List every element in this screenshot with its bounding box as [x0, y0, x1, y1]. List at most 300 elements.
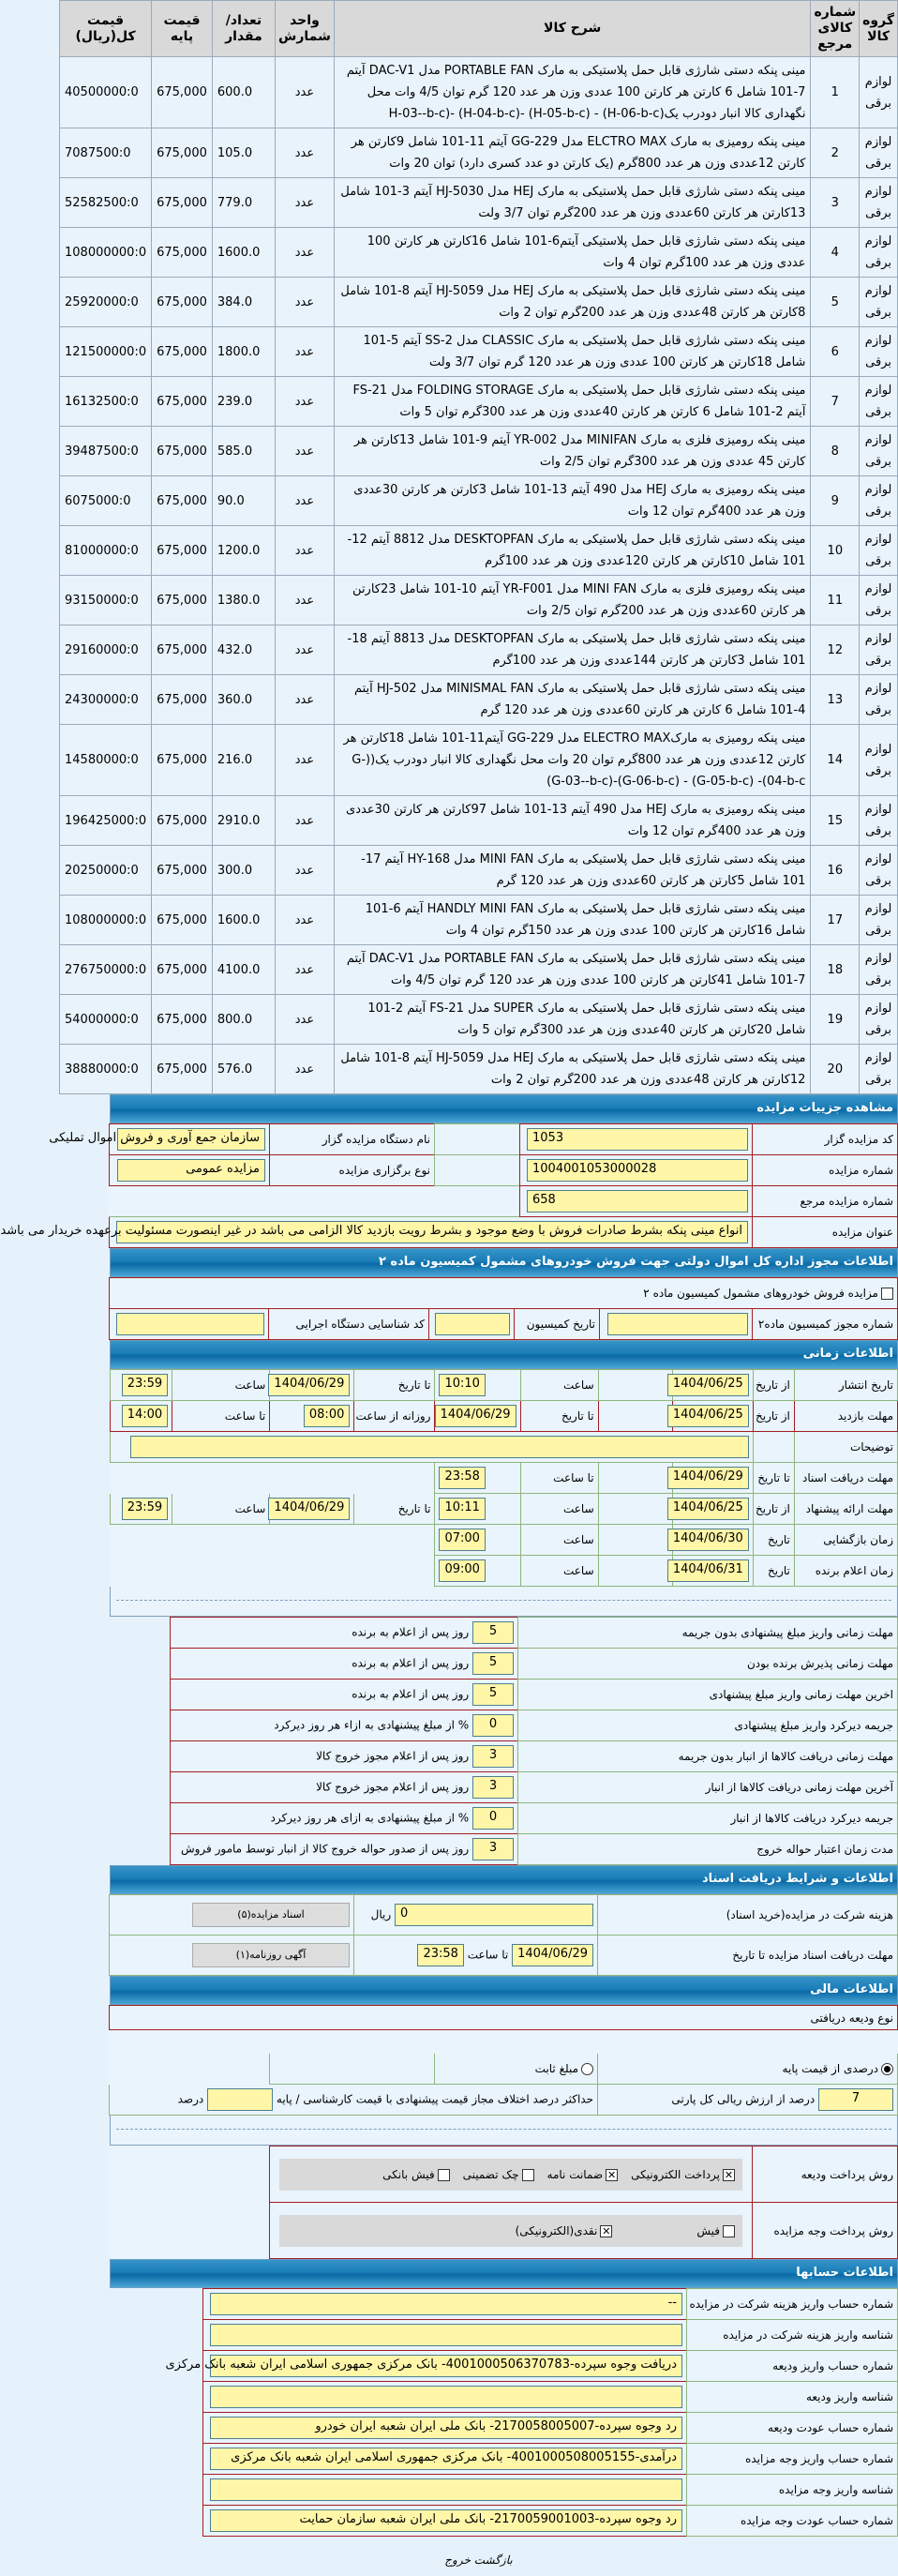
term-suffix: روز پس از اعلام به برنده [352, 1625, 470, 1639]
cell-group: لوازم برقی [860, 576, 898, 625]
doc-deadline-time[interactable]: 23:58 [417, 1944, 463, 1966]
offer-to-field[interactable]: 1404/06/29 [268, 1498, 350, 1520]
cell-ref-no: 8 [811, 427, 860, 476]
cell-unit: عدد [276, 945, 335, 995]
payment-grid [109, 2146, 898, 2259]
table-row [60, 796, 898, 846]
hour-label: ساعت [520, 1370, 598, 1401]
type-field[interactable]: مزایده عمومی [117, 1159, 265, 1182]
code-field[interactable]: 1053 [527, 1128, 748, 1151]
term-suffix: % از مبلغ پیشنهادی به ازاء هر روز دیرکرد [274, 1718, 470, 1732]
cell-base-price: 675,000 [152, 128, 213, 178]
payment-method-label: روش پرداخت وجه مزایده [753, 2203, 898, 2259]
visit-hour-from[interactable]: 08:00 [304, 1405, 350, 1427]
cell-group: لوازم برقی [860, 945, 898, 995]
table-row [60, 476, 898, 526]
header-unit: واحد شمارش [276, 1, 335, 57]
term-value[interactable]: 5 [472, 1621, 514, 1644]
cell-group: لوازم برقی [860, 228, 898, 278]
cell-quantity: 2910.0 [212, 796, 275, 846]
currency-label: ریال [370, 1907, 392, 1921]
unchecked-checkbox[interactable] [438, 2169, 450, 2181]
publish-to-field[interactable]: 1404/06/29 [268, 1374, 350, 1396]
header-base-price: قیمت پایه [152, 1, 213, 57]
term-suffix: % از مبلغ پیشنهادی به ازای هر روز دیرکرد [270, 1811, 470, 1825]
cell-ref-no: 18 [811, 945, 860, 995]
account-field[interactable]: رد وجوه سپرده-2170058005007- بانک ملی ایران شعبه ایران خودرو [210, 2417, 682, 2439]
fee-label: هزینه شرکت در مزایده(خرید اسناد) [598, 1895, 898, 1936]
cell-base-price: 675,000 [152, 896, 213, 945]
table-row [60, 1045, 898, 1094]
doc-deadline-label: مهلت دریافت اسناد مزایده [768, 1949, 893, 1962]
cell-quantity: 1600.0 [212, 896, 275, 945]
percent-radio-label: درصدی از قیمت پایه [782, 2062, 878, 2075]
account-row [203, 2320, 898, 2351]
account-row [203, 2475, 898, 2506]
table-row [60, 945, 898, 995]
offer-from-field[interactable]: 1404/06/25 [667, 1498, 749, 1520]
to-date-label: تا تاریخ [354, 1370, 435, 1401]
commission-checkbox-label: مزایده فروش خودروهای مشمول کمیسیون ماده ۲ [643, 1287, 878, 1300]
cell-unit: عدد [276, 576, 335, 625]
cell-base-price: 675,000 [152, 576, 213, 625]
to-date-label: تا تاریخ [520, 1401, 598, 1432]
cell-description: مینی پنکه دستی شارژی قابل حمل پلاستیکی به مارک MINI FAN مدل HY-168 آیتم 17-101 شامل 5کارتن هر کارتن 60عددی وزن هر عدد 120 گرم [334, 846, 811, 896]
publish-to-time[interactable]: 23:59 [122, 1374, 168, 1396]
cell-quantity: 300.0 [212, 846, 275, 896]
percent-suffix: درصد از ارزش ریالی کل پارتی [671, 2092, 816, 2106]
cell-ref-no: 9 [811, 476, 860, 526]
cell-total-price: 39487500:0 [60, 427, 152, 476]
account-row [203, 2382, 898, 2413]
documents-header: اطلاعات و شرایط دریافت اسناد [110, 1865, 898, 1894]
cell-quantity: 800.0 [212, 995, 275, 1045]
date-label: تاریخ [753, 1556, 794, 1587]
notes-field[interactable] [130, 1436, 749, 1458]
org-field[interactable]: سازمان جمع آوری و فروش اموال تملیکی [117, 1128, 265, 1151]
method-label: نقدی(الکترونیکی) [515, 2223, 598, 2237]
offer-label: مهلت ارائه پیشنهاد [794, 1494, 897, 1525]
term-label: جریمه دیرکرد واریز مبلغ پیشنهادی [518, 1710, 898, 1741]
account-row [203, 2444, 898, 2475]
cell-total-price: 7087500:0 [60, 128, 152, 178]
table-row [60, 675, 898, 725]
visit-to-field[interactable]: 1404/06/29 [435, 1405, 516, 1427]
cell-description: مینی پنکه دستی شارژی قابل حمل پلاستیکی به مارک PORTABLE FAN مدل DAC-V1 آیتم 7-101 شامل 6 کارتن هر کارتن 100 عددی وزن هر عدد 120 گرم توان 4/5 وات محل نگهداری کالا انبار دودرب یک(H-06-b-c) - (H-05-b-c) -(H-04-b-c) -(H-03--b-c [334, 57, 811, 128]
commission-date-label: تاریخ کمیسیون [515, 1309, 600, 1340]
account-field[interactable] [210, 2386, 682, 2408]
winner-time-field[interactable]: 09:00 [439, 1559, 485, 1582]
term-label: اخرین مهلت زمانی واریز مبلغ پیشنهادی [518, 1680, 898, 1710]
opening-time-field[interactable]: 07:00 [439, 1529, 485, 1551]
account-label: شماره حساب عودت ودیعه [687, 2413, 898, 2444]
financial-header: اطلاعات مالی [110, 1976, 898, 2005]
cell-ref-no: 3 [811, 178, 860, 228]
winner-date-field[interactable]: 1404/06/31 [667, 1559, 749, 1582]
cell-ref-no: 19 [811, 995, 860, 1045]
term-suffix: روز پس از صدور حواله خروج کالا از انبار توسط مامور فروش [180, 1842, 470, 1856]
cell-group: لوازم برقی [860, 57, 898, 128]
cell-group: لوازم برقی [860, 725, 898, 796]
cell-total-price: 14580000:0 [60, 725, 152, 796]
cell-group: لوازم برقی [860, 178, 898, 228]
term-row [171, 1803, 898, 1834]
cell-ref-no: 12 [811, 625, 860, 675]
commission-header: اطلاعات مجوز اداره کل اموال دولتی جهت فروش خودروهای مشمول کمیسیون ماده ۲ [110, 1248, 898, 1277]
cell-group: لوازم برقی [860, 846, 898, 896]
cell-base-price: 675,000 [152, 796, 213, 846]
term-value[interactable]: 3 [472, 1776, 514, 1799]
term-value[interactable]: 5 [472, 1683, 514, 1706]
cell-description: مینی پنکه دستی شارژی قابل حمل پلاستیکی به مارک DESKTOPFAN مدل 8813 آیتم 18-101 شامل 3کارتن هر کارتن 144عددی وزن هر عدد 100گرم [334, 625, 811, 675]
cell-base-price: 675,000 [152, 995, 213, 1045]
from-date-label: از تاریخ [753, 1401, 794, 1432]
items-table [59, 0, 898, 1094]
daily-from-label: روزانه از ساعت [354, 1401, 435, 1432]
to-hour-label: تا ساعت [520, 1463, 598, 1494]
cell-description: مینی پنکه دستی شارژی قابل حمل پلاستیکی به مارک HEJ مدل HJ-5059 آیتم 8-101 شامل 8کارتن هر کارتن 48عددی وزن هر عدد 200گرم توان 2 وات [334, 278, 811, 327]
timing-header: اطلاعات زمانی [110, 1340, 898, 1369]
publish-from-time[interactable]: 10:10 [439, 1374, 485, 1396]
fee-field[interactable]: 0 [395, 1904, 593, 1926]
term-label: مهلت زمانی واریز مبلغ پیشنهادی بدون جریمه [518, 1618, 898, 1649]
method-label: فیش بانکی [382, 2167, 435, 2181]
cell-quantity: 1800.0 [212, 327, 275, 377]
cell-total-price: 24300000:0 [60, 675, 152, 725]
cell-total-price: 6075000:0 [60, 476, 152, 526]
table-row [60, 327, 898, 377]
opening-date-field[interactable]: 1404/06/30 [667, 1529, 749, 1551]
cell-base-price: 675,000 [152, 228, 213, 278]
term-suffix: روز پس از اعلام مجوز خروج کالا [316, 1780, 470, 1794]
max-diff-field[interactable] [207, 2088, 273, 2111]
checked-checkbox[interactable]: ✕ [724, 2168, 734, 2181]
offer-from-time[interactable]: 10:11 [439, 1498, 485, 1520]
hour-label: ساعت [520, 1525, 598, 1556]
cell-unit: عدد [276, 178, 335, 228]
account-field[interactable] [210, 2324, 682, 2346]
cell-base-price: 675,000 [152, 725, 213, 796]
cell-total-price: 40500000:0 [60, 57, 152, 128]
number-label: شماره مزایده [753, 1155, 898, 1186]
cell-base-price: 675,000 [152, 377, 213, 427]
opening-label: زمان بازگشایی [794, 1525, 897, 1556]
auction-details-panel [0, 1094, 898, 2537]
cell-base-price: 675,000 [152, 476, 213, 526]
cell-total-price: 108000000:0 [60, 228, 152, 278]
account-label: شناسه واریز وجه مزایده [687, 2475, 898, 2506]
checked-checkbox[interactable]: ✕ [602, 2224, 611, 2237]
cell-ref-no: 17 [811, 896, 860, 945]
subject-field[interactable]: انواع مینی پنکه بشرط صادرات فروش با وضع موجود و بشرط رویت بازدید کالا الزامی می باشد در غیر اینصورت مسئولیت برعهده خریدار می باشد [116, 1221, 748, 1243]
cell-unit: عدد [276, 675, 335, 725]
term-label: مهلت زمانی پذیرش برنده بودن [518, 1649, 898, 1680]
header-ref-no: شماره کالای مرجع [811, 1, 860, 57]
term-label: مهلت زمانی دریافت کالاها از انبار بدون جریمه [518, 1741, 898, 1772]
cell-ref-no: 11 [811, 576, 860, 625]
percent-field[interactable]: 7 [818, 2088, 893, 2111]
term-value[interactable]: 3 [472, 1745, 514, 1768]
type-label: نوع برگزاری مزایده [270, 1155, 435, 1186]
cell-total-price: 196425000:0 [60, 796, 152, 846]
cell-base-price: 675,000 [152, 945, 213, 995]
cell-description: مینی پنکه رومیزی به مارک HEJ مدل 490 آیتم 13-101 شامل 3کارتن هر کارتن 30عددی وزن هر عدد 400گرم توان 12 وات [334, 476, 811, 526]
from-date-label: از تاریخ [753, 1494, 794, 1525]
cell-group: لوازم برقی [860, 377, 898, 427]
timing-grid [110, 1369, 898, 1587]
cell-total-price: 108000000:0 [60, 896, 152, 945]
commission-grid [109, 1277, 898, 1340]
term-row [171, 1618, 898, 1649]
number-field[interactable]: 1004001053000028 [527, 1159, 748, 1182]
term-value[interactable]: 0 [472, 1807, 514, 1830]
doc-deadline-date[interactable]: 1404/06/29 [512, 1944, 593, 1966]
account-label: شماره حساب واریز هزینه شرکت در مزایده [687, 2289, 898, 2320]
account-field[interactable]: -- [210, 2293, 682, 2315]
publish-from-field[interactable]: 1404/06/25 [667, 1374, 749, 1396]
cell-quantity: 90.0 [212, 476, 275, 526]
percent-radio[interactable] [881, 2063, 893, 2075]
cell-description: مینی پنکه رومیزی فلزی به مارک MINIFAN مدل YR-002 آیتم 9-101 شامل 13کارتن هر کارتن 45 عددی وزن هر عدد 300گرم توان 2/5 وات [334, 427, 811, 476]
accounts-header: اطلاعات حسابها [110, 2259, 898, 2288]
table-row [60, 178, 898, 228]
publish-label: تاریخ انتشار [794, 1370, 897, 1401]
cell-total-price: 54000000:0 [60, 995, 152, 1045]
cell-base-price: 675,000 [152, 846, 213, 896]
cell-quantity: 360.0 [212, 675, 275, 725]
term-row [171, 1710, 898, 1741]
cell-total-price: 52582500:0 [60, 178, 152, 228]
account-row [203, 2413, 898, 2444]
cell-quantity: 600.0 [212, 57, 275, 128]
cell-ref-no: 2 [811, 128, 860, 178]
cell-ref-no: 13 [811, 675, 860, 725]
account-field[interactable] [210, 2478, 682, 2501]
header-group: گروه کالا [860, 1, 898, 57]
cell-group: لوازم برقی [860, 796, 898, 846]
term-suffix: روز پس از اعلام مجوز خروج کالا [316, 1749, 470, 1763]
docs-to-field[interactable]: 1404/06/29 [667, 1467, 749, 1489]
cell-base-price: 675,000 [152, 327, 213, 377]
cell-unit: عدد [276, 1045, 335, 1094]
cell-unit: عدد [276, 128, 335, 178]
fixed-radio[interactable] [581, 2063, 593, 2075]
cell-description: مینی پنکه رومیزی به مارک ELCTRO MAX مدل GG-229 آیتم 11-101 شامل 9کارتن هر کارتن 12عددی وزن هر عدد 800گرم (یک کارتن دو عدد کسری دارد) توان 20 وات [334, 128, 811, 178]
cell-total-price: 29160000:0 [60, 625, 152, 675]
cell-description: مینی پنکه رومیزی به مارک HEJ مدل 490 آیتم 13-101 شامل 97کارتن هر کارتن 30عددی وزن هر عدد 400گرم توان 12 وات [334, 796, 811, 846]
cell-group: لوازم برقی [860, 476, 898, 526]
deposit-methods [279, 2159, 742, 2191]
to-date-label: تا تاریخ [753, 1463, 794, 1494]
documents-grid [109, 1894, 898, 1976]
ref-field[interactable]: 658 [527, 1190, 748, 1213]
cell-group: لوازم برقی [860, 675, 898, 725]
cell-base-price: 675,000 [152, 427, 213, 476]
cell-description: مینی پنکه رومیزی فلزی به مارک MINI FAN مدل YR-F001 آیتم 10-101 شامل 23کارتن هر کارتن 60عددی وزن هر عدد 200گرم توان 2/5 وات [334, 576, 811, 625]
date-label: تاریخ [753, 1525, 794, 1556]
to-date-label: تا تاریخ [732, 1949, 766, 1962]
cell-quantity: 239.0 [212, 377, 275, 427]
cell-quantity: 432.0 [212, 625, 275, 675]
cell-unit: عدد [276, 427, 335, 476]
hour-label: ساعت [520, 1494, 598, 1525]
financial-grid [109, 2005, 898, 2116]
permit-label: شماره مجوز کمیسیون ماده۲ [753, 1309, 898, 1340]
cell-total-price: 20250000:0 [60, 846, 152, 896]
table-row [60, 377, 898, 427]
cell-description: مینی پنکه دستی شارژی قابل حمل پلاستیکی به مارک HANDLY MINI FAN آیتم 6-101 شامل 16کارتن هر کارتن 100 عددی وزن هر عدد 150گرم توان 4 وات [334, 896, 811, 945]
cell-description: مینی پنکه دستی شارژی قابل حمل پلاستیکی به مارک FOLDING STORAGE مدل FS-21 آیتم 2-101 شامل 6 کارتن هر کارتن 40عددی وزن هر عدد 300گرم توان 5 وات [334, 377, 811, 427]
visit-from-field[interactable]: 1404/06/25 [667, 1405, 749, 1427]
cell-ref-no: 1 [811, 57, 860, 128]
max-diff-suffix: درصد [177, 2092, 204, 2106]
header-description: شرح کالا [334, 1, 811, 57]
ref-label: شماره مزایده مرجع [753, 1186, 898, 1217]
exec-field[interactable] [116, 1313, 264, 1335]
cell-description: مینی پنکه دستی شارژی قابل حمل پلاستیکی به مارک DESKTOPFAN مدل 8812 آیتم 12-101 شامل 10کارتن هر کارتن 120عددی وزن هر عدد 100گرم [334, 526, 811, 576]
max-diff-label: حداکثر درصد اختلاف مجاز قیمت پیشنهادی با قیمت کارشناسی / پایه [276, 2092, 593, 2106]
cell-total-price: 38880000:0 [60, 1045, 152, 1094]
cell-ref-no: 20 [811, 1045, 860, 1094]
cell-description: مینی پنکه دستی شارژی قابل حمل پلاستیکی به مارک MINISMAL FAN مدل HJ-502 آیتم 4-101 شامل 6 کارتن هر کارتن 60عددی وزن هر عدد 120 گرم [334, 675, 811, 725]
account-row [203, 2351, 898, 2382]
cell-unit: عدد [276, 725, 335, 796]
checked-checkbox[interactable]: ✕ [606, 2168, 617, 2181]
term-label: جریمه دیرکرد دریافت کالاها از انبار [518, 1803, 898, 1834]
code-label: کد مزایده گزار [753, 1124, 898, 1155]
cell-quantity: 1380.0 [212, 576, 275, 625]
cell-total-price: 81000000:0 [60, 526, 152, 576]
cell-unit: عدد [276, 625, 335, 675]
term-suffix: روز پس از اعلام به برنده [352, 1656, 470, 1670]
winner-label: زمان اعلام برنده [794, 1556, 897, 1587]
cell-base-price: 675,000 [152, 178, 213, 228]
cell-group: لوازم برقی [860, 1045, 898, 1094]
cell-description: مینی پنکه دستی شارژی قابل حمل پلاستیکی به مارک HEJ مدل HJ-5030 آیتم 3-101 شامل 13کارتن هر کارتن 60عددی وزن هر عدد 200گرم توان 3/7 ولت [334, 178, 811, 228]
commission-checkbox[interactable] [881, 1288, 893, 1300]
cell-group: لوازم برقی [860, 278, 898, 327]
header-total-price: قیمت کل(ریال) [60, 1, 152, 57]
cell-base-price: 675,000 [152, 278, 213, 327]
cell-unit: عدد [276, 476, 335, 526]
cell-base-price: 675,000 [152, 1045, 213, 1094]
unchecked-checkbox[interactable] [723, 2225, 735, 2237]
cell-quantity: 384.0 [212, 278, 275, 327]
newspaper-ad-button[interactable]: آگهی روزنامه(۱) [192, 1943, 350, 1967]
cell-unit: عدد [276, 796, 335, 846]
cell-quantity: 216.0 [212, 725, 275, 796]
docs-time-field[interactable]: 23:58 [439, 1467, 485, 1489]
exit-link[interactable]: خروج [444, 2553, 471, 2567]
offer-to-time[interactable]: 23:59 [122, 1498, 168, 1520]
table-row [60, 995, 898, 1045]
cell-description: مینی پنکه دستی شارژی قابل حمل پلاستیکی به مارک HEJ مدل HJ-5059 آیتم 8-101 شامل 12کارتن هر کارتن 48عددی وزن هر عدد 200گرم توان 2 وات [334, 1045, 811, 1094]
term-value[interactable]: 5 [472, 1652, 514, 1675]
account-row [203, 2506, 898, 2537]
account-row [203, 2289, 898, 2320]
auction-documents-button[interactable]: اسناد مزایده(۵) [192, 1903, 350, 1927]
cell-unit: عدد [276, 846, 335, 896]
account-field[interactable]: دریافت وجوه سپرده-4001000506370783- بانک مرکزی جمهوری اسلامی ایران شعبه بانک مرکزی [210, 2355, 682, 2377]
cell-quantity: 576.0 [212, 1045, 275, 1094]
hour-label: ساعت [172, 1494, 270, 1525]
deposit-type-label: نوع ودیعه دریافتی [109, 2006, 897, 2030]
account-label: شماره حساب عودت وجه مزایده [687, 2506, 898, 2537]
cell-description: مینی پنکه دستی شارژی قابل حمل پلاستیکی به مارک PORTABLE FAN مدل DAC-V1 آیتم 7-101 شامل 41کارتن هر کارتن 100 عددی وزن هر عدد 120 گرم توان 4/5 وات [334, 945, 811, 995]
divider [110, 2116, 898, 2146]
account-label: شماره حساب واریز ودیعه [687, 2351, 898, 2382]
cell-unit: عدد [276, 327, 335, 377]
docs-deadline-label: مهلت دریافت اسناد [794, 1463, 897, 1494]
cell-unit: عدد [276, 896, 335, 945]
account-label: شناسه واریز هزینه شرکت در مزایده [687, 2320, 898, 2351]
term-label: آخرین مهلت زمانی دریافت کالاها از انبار [518, 1772, 898, 1803]
cell-quantity: 585.0 [212, 427, 275, 476]
cell-ref-no: 6 [811, 327, 860, 377]
table-row [60, 846, 898, 896]
term-value[interactable]: 3 [472, 1838, 514, 1860]
back-link[interactable]: بازگشت [473, 2553, 513, 2567]
term-value[interactable]: 0 [472, 1714, 514, 1737]
table-row [60, 526, 898, 576]
cell-ref-no: 14 [811, 725, 860, 796]
cell-unit: عدد [276, 228, 335, 278]
term-row [171, 1741, 898, 1772]
cell-unit: عدد [276, 57, 335, 128]
table-row [60, 278, 898, 327]
cell-total-price: 93150000:0 [60, 576, 152, 625]
cell-group: لوازم برقی [860, 896, 898, 945]
method-label: فیش [696, 2223, 720, 2237]
cell-ref-no: 16 [811, 846, 860, 896]
account-label: شناسه واریز ودیعه [687, 2382, 898, 2413]
table-row [60, 896, 898, 945]
cell-group: لوازم برقی [860, 526, 898, 576]
header-quantity: تعداد/مقدار [212, 1, 275, 57]
account-field[interactable]: درآمدی-4001000508005155- بانک مرکزی جمهوری اسلامی ایران شعبه بانک مرکزی [210, 2448, 682, 2470]
cell-total-price: 276750000:0 [60, 945, 152, 995]
account-label: شماره حساب واریز وجه مزایده [687, 2444, 898, 2475]
method-label: چک تضمینی [462, 2167, 519, 2181]
deposit-method-label: روش پرداخت ودیعه [753, 2147, 898, 2203]
terms-grid [170, 1617, 898, 1865]
cell-description: مینی پنکه دستی شارژی قابل حمل پلاستیکی آیتم6-101 شامل 16کارتن هر کارتن 100 عددی وزن هر عدد 100گرم توان 4 وات [334, 228, 811, 278]
table-row [60, 57, 898, 128]
unchecked-checkbox[interactable] [522, 2169, 534, 2181]
cell-quantity: 779.0 [212, 178, 275, 228]
cell-quantity: 1200.0 [212, 526, 275, 576]
cell-unit: عدد [276, 526, 335, 576]
fixed-radio-label: مبلغ ثابت [534, 2062, 578, 2075]
permit-field[interactable] [607, 1313, 748, 1335]
to-hour-label: تا ساعت [172, 1401, 270, 1432]
term-row [171, 1649, 898, 1680]
visit-hour-to[interactable]: 14:00 [122, 1405, 168, 1427]
cell-group: لوازم برقی [860, 128, 898, 178]
cell-ref-no: 15 [811, 796, 860, 846]
details-grid [0, 1123, 898, 1248]
cell-description: مینی پنکه دستی شارژی قابل حمل پلاستیکی به مارک SUPER مدل FS-21 آیتم 2-101 شامل 20کارتن هر کارتن 40عددی وزن هر عدد 300گرم توان 5 وات [334, 995, 811, 1045]
commission-date-field[interactable] [435, 1313, 510, 1335]
table-row [60, 128, 898, 178]
cell-ref-no: 10 [811, 526, 860, 576]
details-header: مشاهده جزییات مزایده [110, 1094, 898, 1123]
account-field[interactable]: رد وجوه سپرده-2170059001003- بانک ملی ایران شعبه سازمان حمایت [210, 2509, 682, 2532]
footer-links [59, 2537, 898, 2576]
exec-label: کد شناسایی دستگاه اجرایی [269, 1309, 429, 1340]
term-row [171, 1834, 898, 1865]
cell-description: مینی پنکه رومیزی به مارکELECTRO MAX مدل GG-229 آیتم11-101 شامل 18کارتن هر کارتن 12عددی وزن هر عدد 800گرم توان 20 وات محل نگهداری کالا انبار دودرب یک((G-04-b-c)- (G-05-b-c) - (G-06-b-c)-(G-03--b-c) [334, 725, 811, 796]
